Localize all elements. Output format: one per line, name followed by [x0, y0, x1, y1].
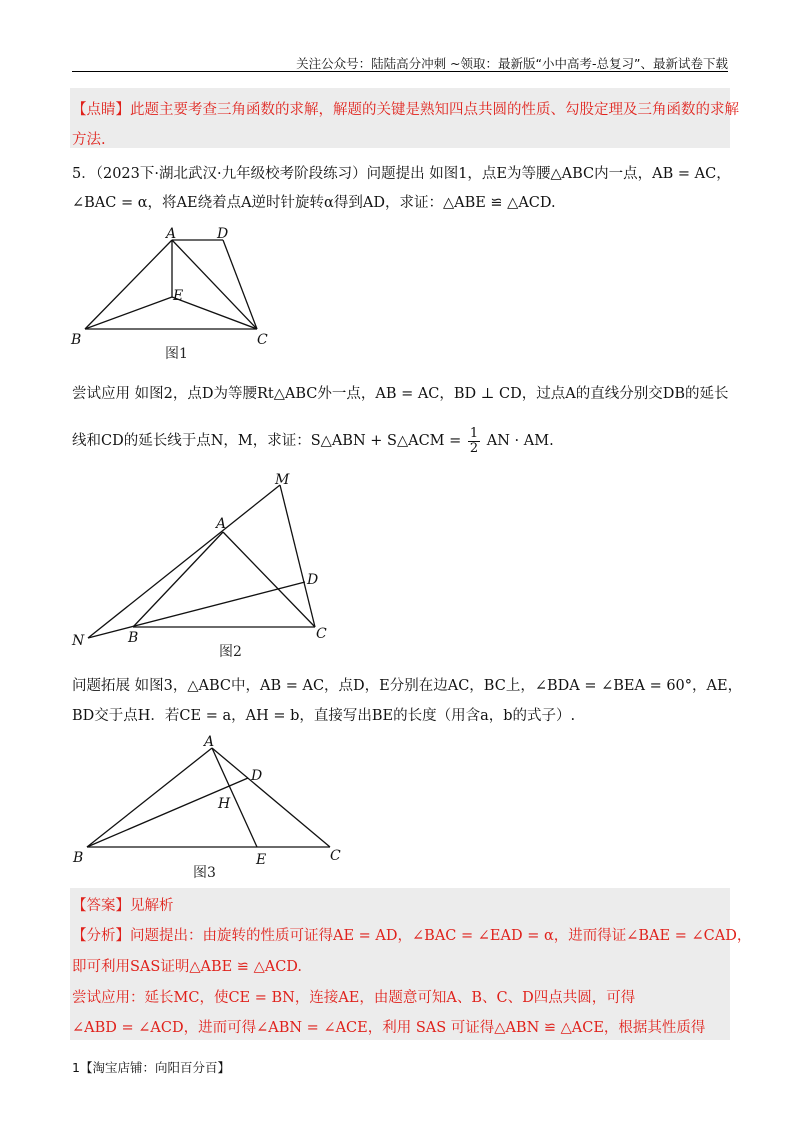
fig1-seg-AB	[85, 240, 172, 329]
fig1-label-B: B	[71, 332, 82, 348]
analysis-line1	[72, 924, 751, 945]
fig1-seg-BE	[85, 297, 172, 329]
fig1-caption: 图1	[165, 346, 188, 362]
fig2-caption: 图2	[219, 644, 242, 660]
fig2-label-B: B	[128, 630, 139, 646]
fraction-one-half	[468, 427, 480, 455]
fig3-label-A: A	[204, 734, 215, 750]
dianjing-line1	[72, 98, 739, 119]
problem5-line1: 5．（2023下·湖北武汉·九年级校考阶段练习）问题提出 如图1，点E为等腰△ABC内一点，AB = AC，	[72, 166, 731, 182]
page-header: 关注公众号：陆陆高分冲刺 ~领取：最新版“小中高考-总复习”、最新试卷下载	[296, 56, 728, 71]
fig2-label-D: D	[307, 572, 319, 588]
analysis-text-1: 问题提出：由旋转的性质可证得AE = AD，∠BAC = ∠EAD = α，进而得证∠BAE = ∠CAD，	[130, 928, 752, 944]
fig1-seg-AC	[172, 240, 257, 329]
fig2-label-A: A	[216, 516, 227, 532]
fig3-label-H: H	[218, 796, 231, 812]
page-footer: 1【淘宝店铺：向阳百分百】	[72, 1060, 230, 1075]
fig2-seg-AB	[133, 532, 223, 627]
answer-label: 【答案】	[72, 898, 130, 914]
analysis-line4: ∠ABD = ∠ACD，进而可得∠ABN = ∠ACE，利用 SAS 可证得△ABN ≌ △ACE，根据其性质得	[72, 1020, 706, 1036]
fig2-label-C: C	[316, 626, 327, 642]
problem5-line5: 问题拓展 如图3，△ABC中，AB = AC，点D，E分别在边AC，BC上，∠BDA = ∠BEA = 60°，AE，	[72, 678, 743, 694]
fig2-seg-AC	[223, 532, 315, 627]
fig2-label-N: N	[72, 633, 85, 649]
problem5-line4	[72, 427, 554, 455]
fig2-seg-MC	[280, 485, 315, 627]
fig3-seg-AB	[87, 748, 212, 847]
fig2-seg-ND	[88, 582, 305, 638]
fig3-seg-BD	[87, 778, 248, 847]
fig3-caption: 图3	[193, 865, 216, 881]
problem5-line4-suffix: AN · AM.	[486, 433, 554, 450]
answer-line	[72, 894, 174, 915]
figure-1	[65, 222, 295, 362]
header-divider	[72, 71, 728, 72]
fig1-seg-DC	[223, 240, 257, 329]
dianjing-line2: 方法.	[72, 132, 106, 148]
analysis-label: 【分析】	[72, 928, 130, 944]
fig1-label-A: A	[166, 226, 177, 242]
problem5-line2: ∠BAC = α，将AE绕着点A逆时针旋转α得到AD，求证：△ABE ≌ △ACD.	[72, 195, 556, 211]
fig3-label-E: E	[256, 852, 267, 868]
fig1-label-D: D	[217, 226, 229, 242]
dianjing-text-1: 此题主要考查三角函数的求解，解题的关键是熟知四点共圆的性质、勾股定理及三角函数的求解	[130, 102, 739, 118]
problem5-line4-prefix: 线和CD的延长线于点N，M，求证：S△ABN + S△ACM =	[72, 433, 462, 450]
fig3-label-C: C	[330, 848, 341, 864]
problem5-line3: 尝试应用 如图2，点D为等腰Rt△ABC外一点，AB = AC，BD ⊥ CD，过点A的直线分别交DB的延长	[72, 386, 729, 402]
problem5-line6: BD交于点H．若CE = a，AH = b，直接写出BE的长度（用含a，b的式子）.	[72, 708, 576, 724]
frac-den: 2	[469, 440, 479, 456]
figure-2	[65, 470, 355, 665]
analysis-line3: 尝试应用：延长MC，使CE = BN，连接AE，由题意可知A、B、C、D四点共圆，可得	[72, 990, 636, 1006]
dianjing-label: 【点睛】	[72, 102, 130, 118]
fig1-label-C: C	[257, 332, 268, 348]
analysis-line2: 即可利用SAS证明△ABE ≌ △ACD.	[72, 959, 303, 975]
frac-num: 1	[469, 426, 479, 441]
fig2-label-M: M	[275, 472, 290, 488]
answer-text: 见解析	[130, 898, 174, 914]
fig3-label-B: B	[73, 850, 84, 866]
fig1-label-E: E	[173, 288, 184, 304]
figure-3	[65, 730, 355, 882]
fig1-seg-EC	[172, 297, 257, 329]
fig3-label-D: D	[251, 768, 263, 784]
